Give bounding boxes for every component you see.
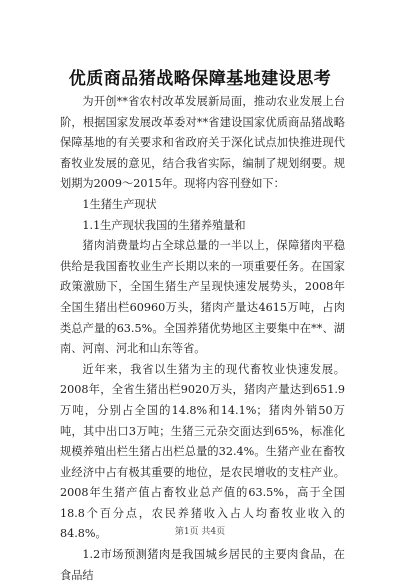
document-body bbox=[60, 92, 345, 586]
body-paragraph: 猪肉消费量均占全球总量的一半以上，保障猪肉平稳供给是我国畜牧业生产长期以来的一项重要任务。在国家政策激励下，全国生猪生产呈现快速发展势头，2008年全国生猪出栏60960万头，猪肉产量达4615万吨，占肉类总产量的63.5%。全国养猪优势地区主要集中在**、湖南、河南、河北和山东等省。 bbox=[60, 239, 345, 356]
page-number: 第1页 共4页 bbox=[174, 527, 226, 537]
intro-paragraph: 为开创**省农村改革发展新局面，推动农业发展上台阶，根据国家发展改革委对**省建设国家优质商品猪战略保障基地的有关要求和省政府关于深化试点加快推进现代畜牧业发展的意见，结合我省实际，编制了规划纲要。规划期为2009～2015年。现将内容刊登如下： bbox=[60, 95, 345, 191]
subsection-heading: 1.1生产现状我国的生猪养殖量和 bbox=[82, 218, 246, 232]
body-paragraph: 近年来，我省以生猪为主的现代畜牧业快速发展。2008年，全省生猪出栏9020万头，猪肉产量达到651.9万吨，分别占全国的14.8%和14.1%；猪肉外销50万吨，其中出口3万吨；生猪三元杂交面达到65%，标准化规模养殖出栏生猪占出栏总量的32.4%。生猪产业在畜牧业经济中占有极其重要的地位，是农民增收的支柱产业。2008年生猪产值占畜牧业总产值的63.5%，高于全国18.8个百分点，农民养猪收入占人均畜牧业收入的84.8%。 bbox=[60, 362, 345, 541]
body-paragraph: 1.2市场预测猪肉是我国城乡居民的主要肉食品，在食品结 bbox=[60, 548, 345, 582]
document-title: 优质商品猪战略保障基地建设思考 bbox=[68, 69, 332, 89]
section-heading: 1生猪生产现状 bbox=[82, 197, 157, 211]
